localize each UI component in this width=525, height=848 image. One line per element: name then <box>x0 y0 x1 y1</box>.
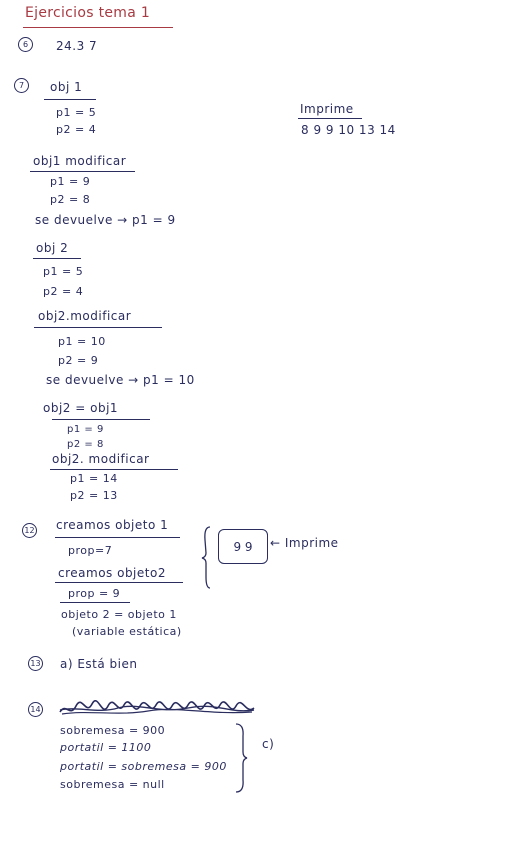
obj2-label: obj 2 <box>36 241 69 255</box>
exercise-number-14: 14 <box>28 702 43 717</box>
ex14-line2: portatil = 1100 <box>60 741 152 754</box>
ex12-line1-underline <box>55 537 180 538</box>
obj1-modificar-underline <box>30 171 135 172</box>
scribbled-out-text <box>58 700 258 720</box>
exercise-6-answer: 24.3 7 <box>56 39 98 53</box>
obj2-mod-p2: p2 = 9 <box>58 354 99 367</box>
ex12-imprime: ← Imprime <box>270 536 339 550</box>
obj1-mod-return: se devuelve → p1 = 9 <box>35 213 176 227</box>
ex12-line2: prop=7 <box>68 544 113 557</box>
ex14-answer: c) <box>262 737 275 751</box>
ex14-line4: sobremesa = null <box>60 778 165 791</box>
assign-label: obj2 = obj1 <box>43 401 119 415</box>
title-underline <box>23 27 173 28</box>
ex13-text: a) Está bien <box>60 657 138 671</box>
ex12-line3-underline <box>55 582 183 583</box>
obj1-underline <box>44 99 96 100</box>
ex12-brace <box>200 525 220 590</box>
ex12-output-box <box>218 529 268 564</box>
obj1-p2: p2 = 4 <box>56 123 97 136</box>
obj2-mod2-p1: p1 = 14 <box>70 472 118 485</box>
obj2-underline <box>33 258 81 259</box>
obj1-mod-p2: p2 = 8 <box>50 193 91 206</box>
obj2-mod-return: se devuelve → p1 = 10 <box>46 373 195 387</box>
imprime-label: Imprime <box>300 102 354 116</box>
ex12-line6: (variable estática) <box>72 625 182 638</box>
page-title: Ejercicios tema 1 <box>25 5 151 21</box>
imprime-underline <box>298 118 362 119</box>
obj2-modificar-underline <box>34 327 162 328</box>
ex12-line3: creamos objeto2 <box>58 566 166 580</box>
exercise-number-12: 12 <box>22 523 37 538</box>
ex12-line1: creamos objeto 1 <box>56 518 169 532</box>
obj2-modificar2-label: obj2. modificar <box>52 452 150 466</box>
ex14-line1: sobremesa = 900 <box>60 724 166 737</box>
ex14-brace <box>232 722 254 794</box>
assign-underline <box>52 419 150 420</box>
obj1-modificar-label: obj1 modificar <box>33 154 127 168</box>
ex12-line4-underline <box>60 602 130 603</box>
obj1-label: obj 1 <box>50 80 83 94</box>
obj2-modificar-label: obj2.modificar <box>38 309 132 323</box>
obj2-p1: p1 = 5 <box>43 265 84 278</box>
ex14-line3: portatil = sobremesa = 900 <box>60 760 227 773</box>
ex12-line4: prop = 9 <box>68 587 121 600</box>
assign-p1: p1 = 9 <box>67 424 104 435</box>
obj2-p2: p2 = 4 <box>43 285 84 298</box>
obj2-mod-p1: p1 = 10 <box>58 335 106 348</box>
obj1-mod-p1: p1 = 9 <box>50 175 91 188</box>
exercise-number-7: 7 <box>14 78 29 93</box>
obj1-p1: p1 = 5 <box>56 106 97 119</box>
exercise-number-13: 13 <box>28 656 43 671</box>
imprime-values: 8 9 9 10 13 14 <box>301 123 396 137</box>
obj2-mod2-p2: p2 = 13 <box>70 489 118 502</box>
assign-p2: p2 = 8 <box>67 439 104 450</box>
exercise-number-6: 6 <box>18 37 33 52</box>
ex12-line5: objeto 2 = objeto 1 <box>61 608 177 621</box>
ex12-box-values: 9 9 <box>233 539 253 554</box>
obj2-modificar2-underline <box>50 469 178 470</box>
